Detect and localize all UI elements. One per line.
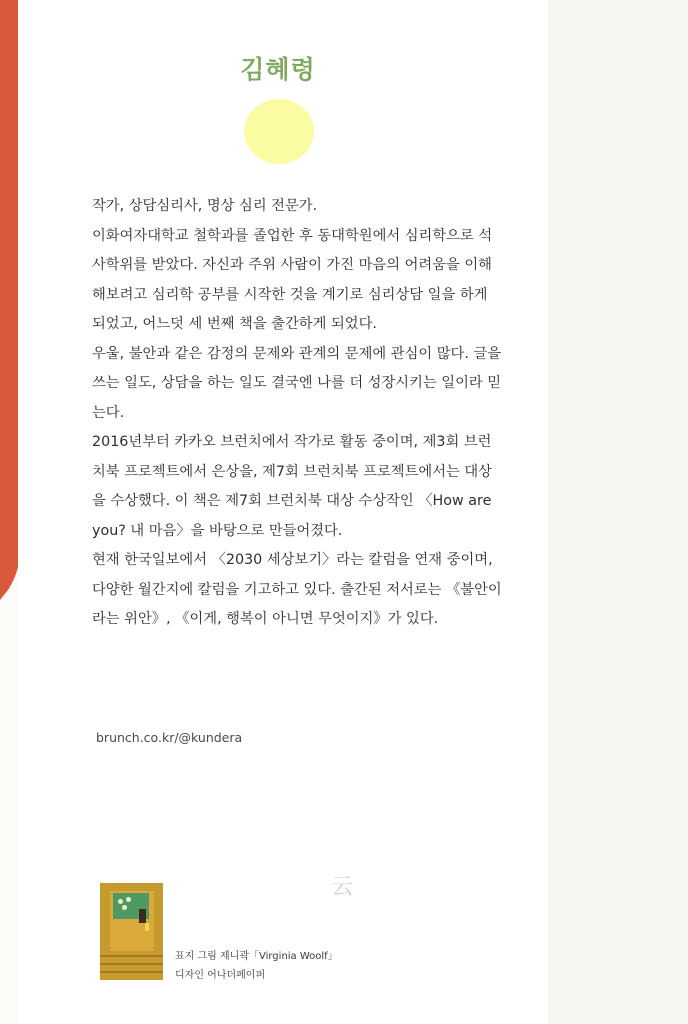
bio-paragraph: 이화여자대학교 철학과를 졸업한 후 동대학원에서 심리학으로 석사학위를 받았다. 자신과 주위 사람이 가진 마음의 어려움을 이해해보려고 심리학 공부를 시작한 것을 계기로 심리상담 일을 하게 되었고, 어느덧 세 번째 책을 출간하게 되었다. xyxy=(92,227,493,332)
author-website-link[interactable]: brunch.co.kr/@kundera xyxy=(96,730,243,745)
author-name: 김혜령 xyxy=(240,55,316,84)
author-bio xyxy=(92,192,502,635)
bio-paragraph: 현재 한국일보에서 〈2030 세상보기〉라는 칼럼을 연재 중이며, 다양한 월간지에 칼럼을 기고하고 있다. 출간된 저서로는 《불안이라는 위안》, 《이게, 행복이 아니면 무엇이지》가 있다. xyxy=(92,552,502,627)
bio-paragraph: 작가, 상담심리사, 명상 심리 전문가. xyxy=(92,198,318,214)
cover-flap-edge xyxy=(548,0,688,1024)
bio-paragraph: 우울, 불안과 같은 감정의 문제와 관계의 문제에 관심이 많다. 글을 쓰는 일도, 상담을 하는 일도 결국엔 나를 더 성장시키는 일이라 믿는다. xyxy=(92,345,502,421)
sun-circle-decoration xyxy=(244,99,314,164)
design-credit: 디자인 어나더페이퍼 xyxy=(175,970,266,981)
faint-stamp-mark: 云 xyxy=(330,875,353,900)
cover-art-credit: 표지 그림 제니곽「Virginia Woolf」 xyxy=(175,951,338,962)
cover-art-thumbnail xyxy=(100,883,163,980)
bio-paragraph: 2016년부터 카카오 브런치에서 작가로 활동 중이며, 제3회 브런치북 프로젝트에서 은상을, 제7회 브런치북 프로젝트에서는 대상을 수상했다. 이 책은 제7회 브런치북 대상 수상작인 〈How are you? 내 마음〉을 바탕으로 만들어졌다. xyxy=(92,434,492,539)
book-credits xyxy=(175,947,405,985)
